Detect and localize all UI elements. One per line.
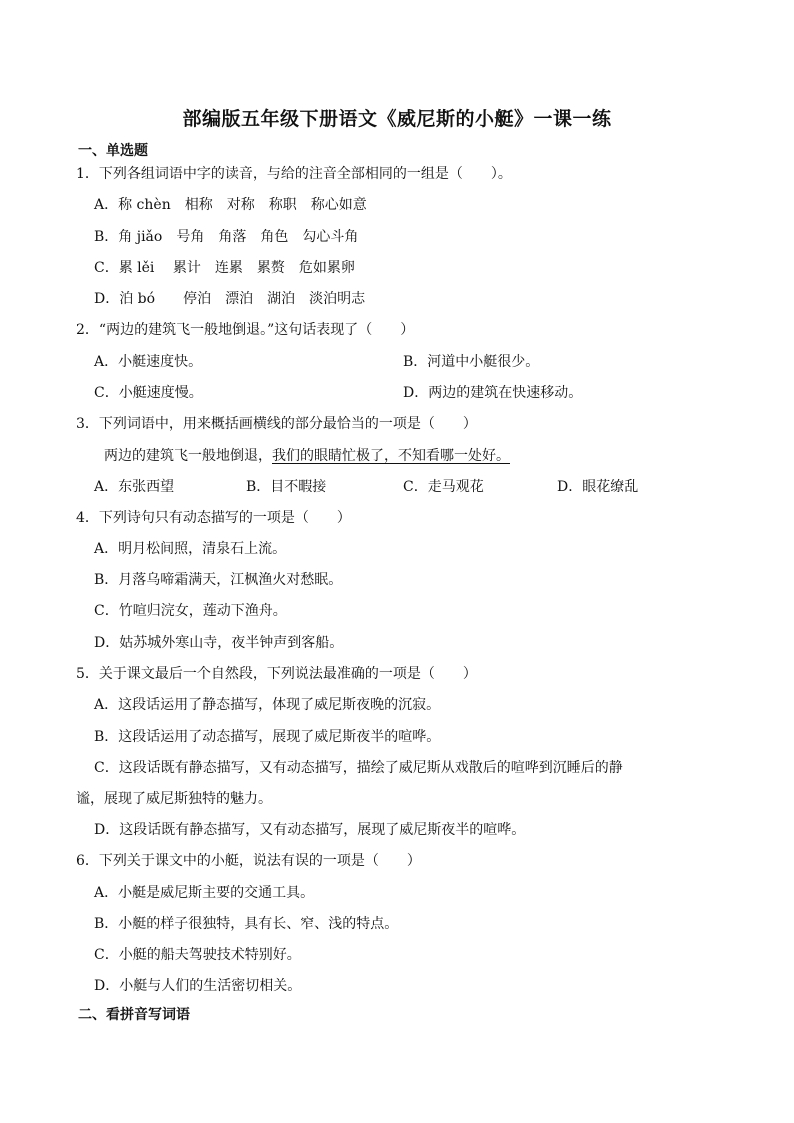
question-5-option-a: A．这段话运用了静态描写，体现了威尼斯夜晚的沉寂。: [94, 697, 441, 713]
question-1-option-a: A．称 chèn 相称 对称 称职 称心如意: [94, 197, 367, 213]
question-1-option-d: D．泊 bó 停泊 漂泊 湖泊 淡泊明志: [94, 291, 366, 307]
question-5-stem: 5．关于课文最后一个自然段，下列说法最准确的一项是（ ）: [76, 666, 477, 682]
question-3-option-b: B．目不暇接: [246, 479, 327, 495]
document-title: 部编版五年级下册语文《威尼斯的小艇》一课一练: [182, 108, 612, 130]
question-5-option-c: C．这段话既有静态描写，又有动态描写，描绘了威尼斯从戏散后的喧哗到沉睡后的静: [94, 760, 623, 776]
question-3-option-a: A．东张西望: [94, 479, 175, 495]
question-5-option-b: B．这段话运用了动态描写，展现了威尼斯夜半的喧哗。: [94, 729, 441, 745]
question-4-stem: 4．下列诗句只有动态描写的一项是（ ）: [76, 510, 351, 526]
question-6-option-b: B．小艇的样子很独特，具有长、窄、浅的特点。: [94, 916, 399, 932]
question-3-stem: 3．下列词语中，用来概括画横线的部分最恰当的一项是（ ）: [76, 416, 477, 432]
question-4-option-a: A．明月松间照，清泉石上流。: [94, 541, 287, 557]
question-1-stem: 1．下列各组词语中字的读音，与给的注音全部相同的一组是（ ）。: [76, 166, 512, 182]
question-2-option-a: A．小艇速度快。: [94, 354, 203, 370]
question-5-option-d: D．这段话既有静态描写，又有动态描写，展现了威尼斯夜半的喧哗。: [94, 822, 526, 838]
question-6-stem: 6．下列关于课文中的小艇，说法有误的一项是（ ）: [76, 853, 421, 869]
section-heading-pinyin-words: 二、看拼音写词语: [78, 1007, 190, 1023]
question-6-option-c: C．小艇的船夫驾驶技术特别好。: [94, 947, 301, 963]
question-3-sentence-plain: 两边的建筑飞一般地倒退，: [104, 448, 272, 464]
question-1-option-b: B．角 jiǎo 号角 角落 角色 勾心斗角: [94, 229, 359, 245]
question-3-option-d: D．眼花缭乱: [557, 479, 639, 495]
section-heading-single-choice: 一、单选题: [78, 143, 148, 159]
question-3-option-c: C．走马观花: [403, 479, 484, 495]
question-5-option-c-continued: 谧，展现了威尼斯独特的魅力。: [76, 791, 272, 807]
question-3-sentence: [104, 446, 510, 466]
question-2-stem: 2．“两边的建筑飞一般地倒退。”这句话表现了（ ）: [76, 322, 415, 338]
question-6-option-a: A．小艇是威尼斯主要的交通工具。: [94, 885, 315, 901]
question-4-option-b: B．月落乌啼霜满天，江枫渔火对愁眠。: [94, 572, 343, 588]
question-1-option-c: C．累 lěi 累计 连累 累赘 危如累卵: [94, 260, 355, 276]
question-4-option-c: C．竹喧归浣女，莲动下渔舟。: [94, 603, 287, 619]
question-3-sentence-underlined: 我们的眼睛忙极了，不知看哪一处好。: [272, 448, 510, 464]
question-4-option-d: D．姑苏城外寒山寺，夜半钟声到客船。: [94, 635, 344, 651]
question-2-option-d: D．两边的建筑在快速移动。: [403, 385, 583, 401]
question-2-option-c: C．小艇速度慢。: [94, 385, 203, 401]
question-6-option-d: D．小艇与人们的生活密切相关。: [94, 978, 302, 994]
question-2-option-b: B．河道中小艇很少。: [403, 354, 540, 370]
